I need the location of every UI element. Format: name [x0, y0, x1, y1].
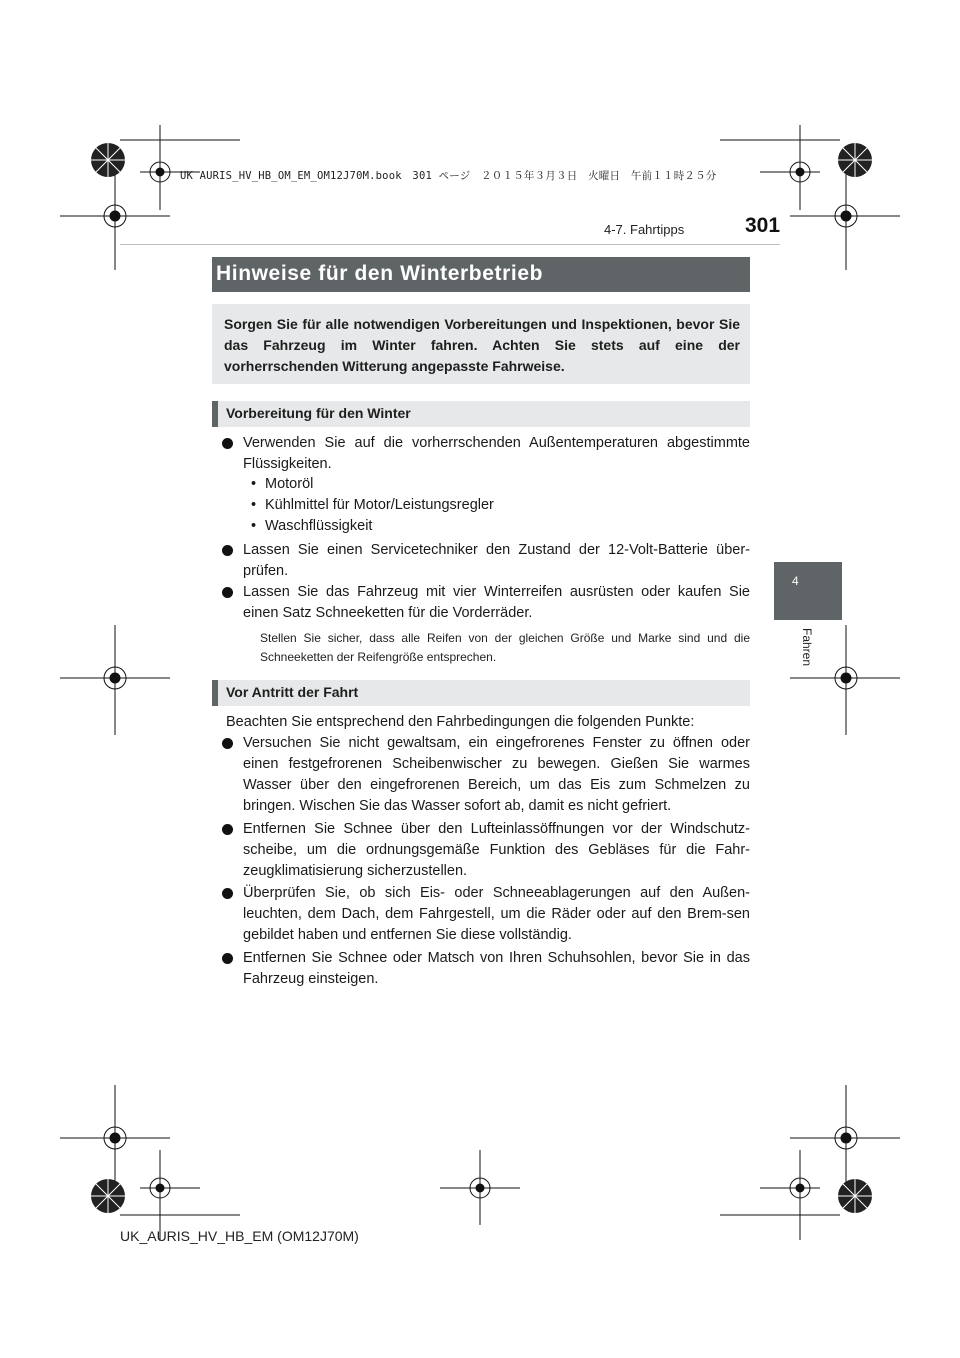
- page-title-bar: [212, 257, 750, 292]
- bullet-icon: [222, 587, 233, 598]
- note-text: Stellen Sie sicher, dass alle Reifen von der gleichen Größe und Marke sind und die Schneeketten der Reifengröße entsprechen.: [260, 631, 750, 664]
- chapter-tab: [774, 562, 842, 620]
- bullet-icon: [222, 738, 233, 749]
- sub-list-item: [251, 516, 372, 537]
- list-item-text: Verwenden Sie auf die vorherrschenden Außentemperaturen abgestimmte Flüssigkeiten.: [243, 435, 750, 472]
- section-heading-before-driving: [212, 680, 750, 706]
- print-info-line: UK AURIS_HV_HB_OM_EM_OM12J70M.book 301 ページ ２０１５年３月３日 火曜日 午前１１時２５分: [180, 170, 717, 182]
- page-number: 301: [745, 214, 781, 237]
- lead-text: Beachten Sie entsprechend den Fahrbedingungen die folgenden Punkte:: [226, 714, 695, 730]
- list-item: [222, 819, 750, 882]
- list-item-text: Versuchen Sie nicht gewaltsam, ein eingefrorenes Fenster zu öffnen oder einen festgefrorenen Scheibenwischer zu bewegen. Gießen Sie warmes Wasser über den eingefrorenen Bereich, um das Eis zum Schmelzen zu bringen. Wischen Sie das Wasser sofort ab, damit es nicht gefriert.: [243, 735, 750, 814]
- section-heading-text: Vor Antritt der Fahrt: [226, 684, 359, 700]
- footer-document-id: UK_AURIS_HV_HB_EM (OM12J70M): [120, 1228, 359, 1244]
- bullet-icon: [222, 438, 233, 449]
- list-item: [222, 733, 750, 817]
- sub-list-item: [251, 495, 494, 516]
- list-item: [222, 540, 750, 582]
- header-divider: [120, 244, 780, 245]
- bullet-small-icon: •: [251, 518, 257, 534]
- sub-list-item-text: Waschflüssigkeit: [265, 518, 373, 534]
- intro-text: Sorgen Sie für alle notwendigen Vorbereitungen und Inspektionen, bevor Sie das Fahrzeug im Winter fahren. Achten Sie stets auf eine der vorherrschenden Witterung angepasste Fahrweise.: [224, 316, 740, 374]
- list-item-text: Überprüfen Sie, ob sich Eis- oder Schneeablagerungen auf den Außen-leuchten, dem Dach, dem Fahrgestell, um die Räder oder auf den Brem-sen gebildet haben und entfernen Sie diese vollständig.: [243, 885, 750, 943]
- intro-box: [212, 304, 750, 384]
- section-breadcrumb: 4-7. Fahrtipps: [604, 222, 685, 237]
- page-title: Hinweise für den Winterbetrieb: [216, 262, 544, 285]
- list-item: [222, 433, 750, 475]
- chapter-label-wrap: [800, 628, 816, 688]
- sub-list-item-text: Motoröl: [265, 476, 314, 492]
- bullet-icon: [222, 888, 233, 899]
- section-heading-text: Vorbereitung für den Winter: [226, 405, 411, 421]
- chapter-number: 4: [792, 574, 799, 588]
- list-item: [222, 883, 750, 946]
- list-item-text: Entfernen Sie Schnee über den Lufteinlassöffnungen vor der Windschutz-scheibe, um die ordnungsgemäße Funktion des Gebläses für die Fahr-zeugklimatisierung sicherzustellen.: [243, 821, 750, 879]
- list-item-text: Lassen Sie das Fahrzeug mit vier Winterreifen ausrüsten oder kaufen Sie einen Satz Schneeketten für die Vorderräder.: [243, 584, 750, 621]
- bullet-small-icon: •: [251, 497, 257, 513]
- bullet-icon: [222, 545, 233, 556]
- list-item: [222, 582, 750, 624]
- list-item: [222, 948, 750, 990]
- section-heading-preparation: [212, 401, 750, 427]
- sub-list-item: [251, 474, 313, 495]
- bullet-icon: [222, 824, 233, 835]
- bullet-small-icon: •: [251, 476, 257, 492]
- list-item-text: Lassen Sie einen Servicetechniker den Zustand der 12-Volt-Batterie über-prüfen.: [243, 542, 750, 579]
- list-item-text: Entfernen Sie Schnee oder Matsch von Ihren Schuhsohlen, bevor Sie in das Fahrzeug einsteigen.: [243, 950, 750, 987]
- chapter-label: Fahren: [800, 628, 814, 667]
- bullet-icon: [222, 953, 233, 964]
- sub-list-item-text: Kühlmittel für Motor/Leistungsregler: [265, 497, 494, 513]
